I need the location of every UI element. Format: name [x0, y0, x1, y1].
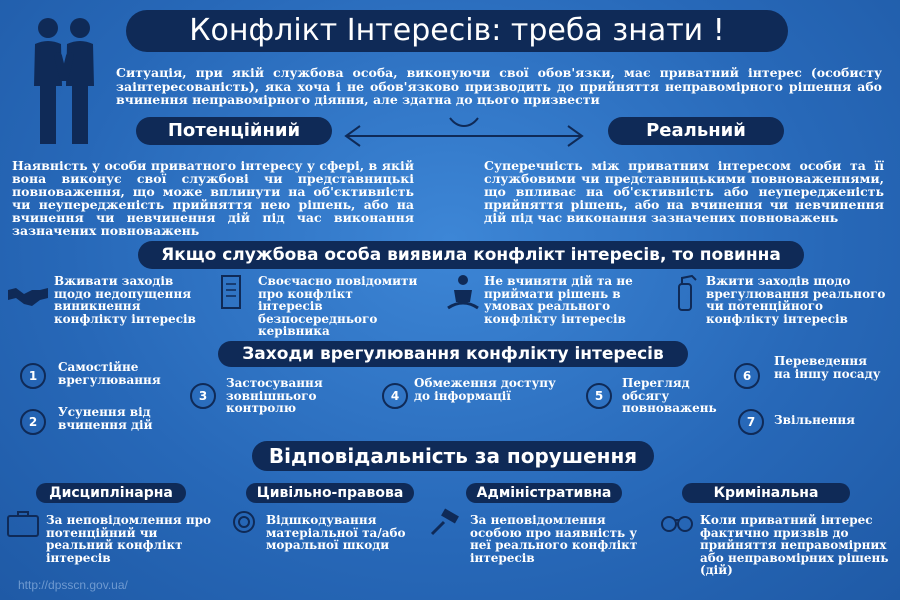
liability-1-text: За неповідомлення про потенційний чи реальний конфлікт інтересів: [46, 513, 212, 565]
footer-url[interactable]: http://dpsscn.gov.ua/: [18, 578, 128, 592]
measure-1-number: 1: [20, 363, 46, 389]
fire-extinguisher-icon: [672, 272, 698, 312]
duty-3-text: Не вчиняти дій та не приймати рішень в умовах реального конфлікту інтересів: [484, 274, 633, 326]
measure-5-number: 5: [586, 383, 612, 409]
people-icon: [18, 16, 110, 148]
meditation-icon: [446, 272, 480, 312]
scroll-icon: [216, 272, 246, 312]
gavel-icon: [428, 508, 462, 538]
measure-4-text: Обмеження доступу до інформації: [414, 376, 556, 403]
intro-text: Ситуація, при якій службова особа, виконуючи свої обов'язки, має приватний інтерес (особисту заінтересованість), яка хоча і не обов'язково призводить до прийняття неправомірного рішення або вчинення неправомірного діяння, але здатна до цього призвести: [116, 65, 882, 107]
duty-4-text: Вжити заходів щодо врегулювання реального чи потенційного конфлікту інтересів: [706, 274, 886, 326]
liability-2-label: Цивільно-правова: [246, 483, 414, 503]
measure-7-number: 7: [738, 409, 764, 435]
page-title: Конфлікт Інтересів: треба знати !: [126, 10, 788, 52]
liability-4-label: Кримінальна: [682, 483, 850, 503]
liability-3-text: За неповідомлення особою про наявність у неї реального конфлікт інтересів: [470, 513, 638, 565]
measure-3-text: Застосування зовнішнього контролю: [226, 376, 323, 415]
measure-5-text: Перегляд обсягу повноважень: [622, 376, 717, 415]
measure-1-text: Самостійне врегулювання: [58, 360, 161, 387]
liability-4-text: Коли приватний інтерес фактично призвів до прийняття неправомірних або неправомірних рішень (дій): [700, 513, 889, 577]
briefcase-icon: [6, 508, 40, 538]
measure-4-number: 4: [382, 383, 408, 409]
real-label: Реальний: [608, 117, 784, 145]
liability-heading: Відповідальність за порушення: [252, 441, 654, 471]
measure-7-text: Звільнення: [774, 413, 856, 427]
liability-1-label: Дисциплінарна: [36, 483, 186, 503]
liability-2-text: Відшкодування матеріальної та/або моральної шкоди: [266, 513, 406, 552]
measure-6-text: Переведення на іншу посаду: [774, 354, 881, 381]
potential-label: Потенційний: [136, 117, 332, 145]
real-text: Суперечність між приватним інтересом особи та її службовими чи представницькими повноваженнями, що впливає на об'єктивність або неупередженість прийняття рішень, або на вчинення чи невчинення дій під час виконання зазначених повноважень: [484, 158, 884, 225]
handshake-icon: [6, 280, 50, 310]
duties-heading: Якщо службова особа виявила конфлікт інтересів, то повинна: [138, 241, 804, 269]
duty-1-text: Вживати заходів щодо недопущення виникнення конфлікту інтересів: [54, 274, 196, 326]
double-arrow-icon: [340, 112, 588, 152]
coins-icon: [230, 508, 260, 538]
measure-6-number: 6: [734, 363, 760, 389]
measure-3-number: 3: [190, 383, 216, 409]
potential-text: Наявність у особи приватного інтересу у сфері, в якій вона виконує свої службові чи представницькі повноваження, що може вплинути на об'єктивність чи неупередженість прийняття нею рішень, або на вчинення чи невчинення дій під час виконання зазначених повноважень: [12, 158, 414, 238]
measure-2-number: 2: [20, 409, 46, 435]
liability-3-label: Адміністративна: [466, 483, 622, 503]
measures-heading: Заходи врегулювання конфлікту інтересів: [218, 341, 688, 367]
handcuffs-icon: [660, 510, 694, 536]
measure-2-text: Усунення від вчинення дій: [58, 405, 153, 432]
duty-2-text: Своєчасно повідомити про конфлікт інтересів безпосереднього керівника: [258, 274, 418, 338]
